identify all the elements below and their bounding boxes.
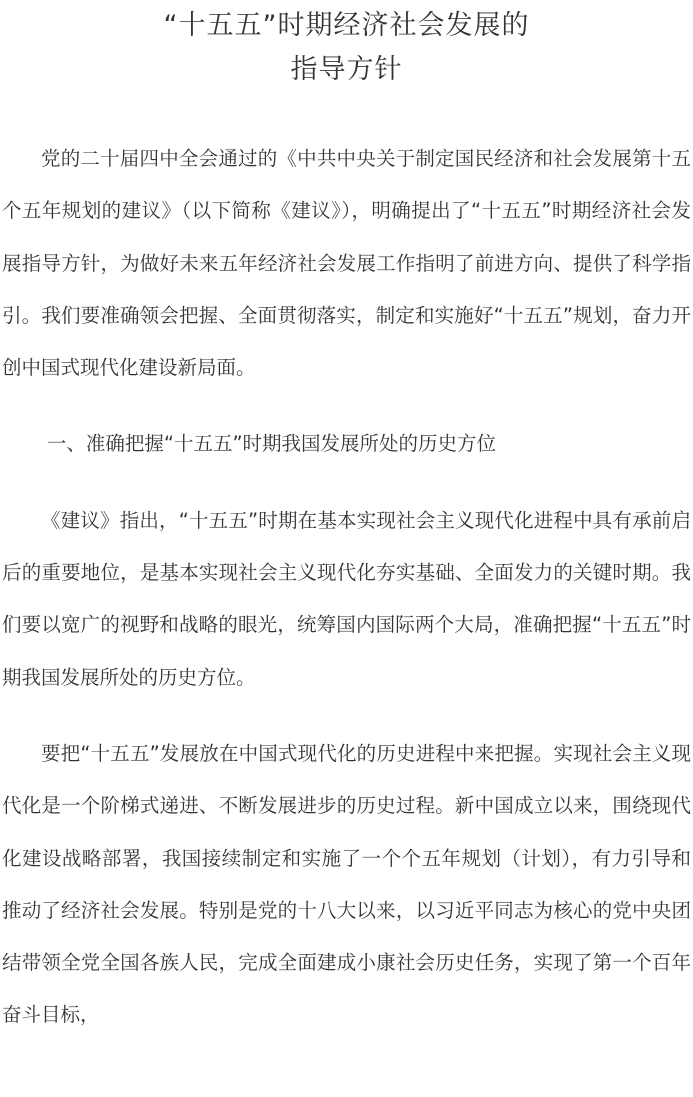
spacer: [2, 394, 691, 418]
spacer: [2, 704, 691, 728]
spacer: [2, 92, 691, 133]
paragraph-section1-b: 要把“十五五”发展放在中国式现代化的历史进程中来把握。实现社会主义现代化是一个阶梯式递进、不断发展进步的历史过程。新中国成立以来，围绕现代化建设战略部署，我国接续制定和实施了一个个五年规划（计划），有力引导和推动了经济社会发展。特别是党的十八大以来，以习近平同志为核心的党中央团结带领全党全国各族人民，完成全面建成小康社会历史任务，实现了第一个百年奋斗目标，: [2, 741, 691, 1027]
title-line-2: 指导方针: [290, 54, 403, 85]
section-heading-1: 一、准确把握“十五五”时期我国发展所处的历史方位: [46, 432, 497, 456]
spacer: [2, 471, 691, 495]
paragraph-section1-a: 《建议》指出，“十五五”时期在基本实现社会主义现代化进程中具有承前启后的重要地位，是基本实现社会主义现代化夯实基础、全面发力的关键时期。我们要以宽广的视野和战略的眼光，统筹国内国际两个大局，准确把握“十五五”时期我国发展所处的历史方位。: [2, 508, 691, 689]
title-line-1: “十五五”时期经济社会发展的: [163, 10, 530, 41]
article-title: [2, 0, 691, 92]
paragraph-intro: 党的二十届四中全会通过的《中共中央关于制定国民经济和社会发展第十五个五年规划的建议》（以下简称《建议》），明确提出了“十五五”时期经济社会发展指导方针，为做好未来五年经济社会发展工作指明了前进方向、提供了科学指引。我们要准确领会把握、全面贯彻落实，制定和实施好“十五五”规划，奋力开创中国式现代化建设新局面。: [2, 147, 691, 380]
